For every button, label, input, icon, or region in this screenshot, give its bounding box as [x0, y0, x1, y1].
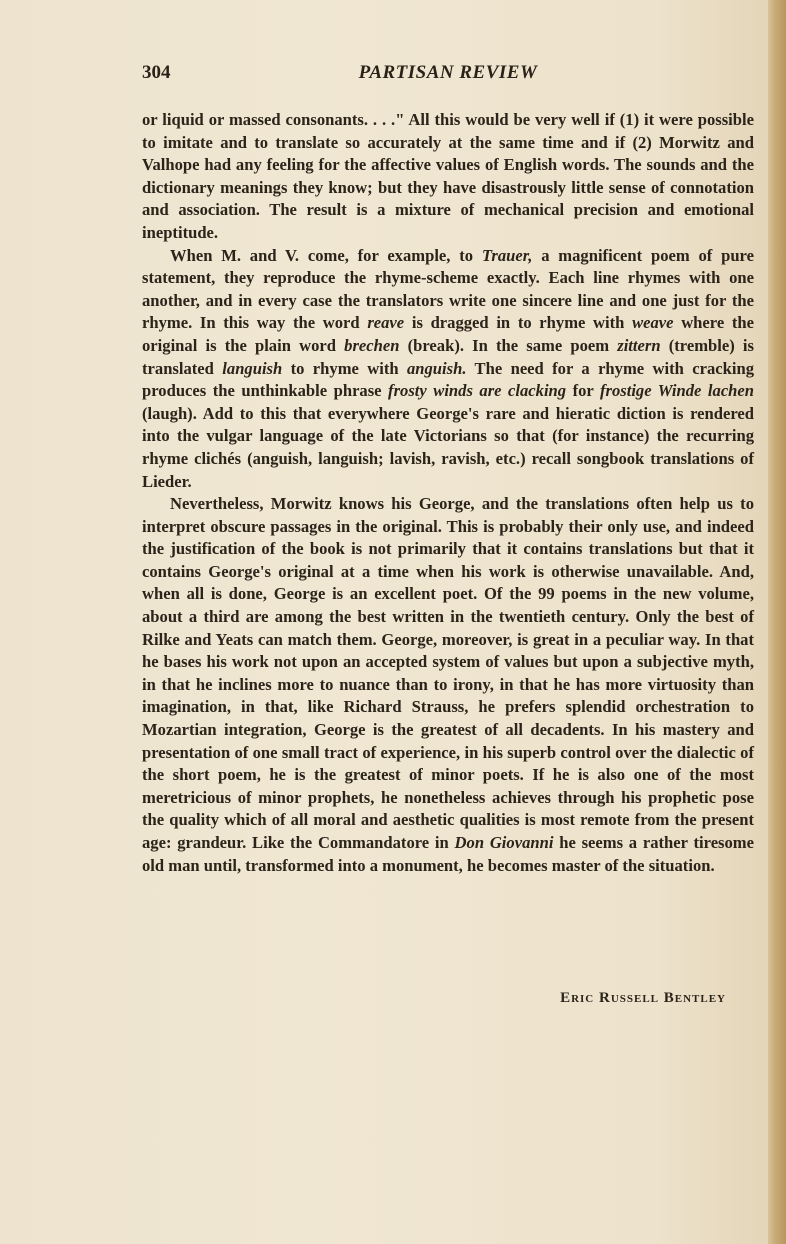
text-run: where the original is the plain word	[142, 313, 754, 355]
article-body	[142, 109, 754, 877]
page-number: 304	[142, 62, 171, 83]
italic-text: anguish.	[406, 358, 467, 378]
paragraph	[142, 493, 754, 877]
text-run: he seems a rather tiresome old man until, transformed into a monument, he becomes master of the situation.	[142, 833, 754, 875]
italic-text: frosty winds are clacking	[388, 381, 567, 401]
italic-text: zittern	[617, 335, 661, 355]
text-run: for	[566, 381, 600, 401]
text-run: a magnificent poem of pure statement, they reproduce the rhyme-scheme exactly. Each line rhymes with one another, and in every case the translators write one sincere line and one just for the rhyme. In this way the word	[142, 245, 754, 333]
page-header	[142, 62, 754, 92]
paragraph	[142, 109, 754, 245]
text-run: or liquid or massed consonants. . . ." All this would be very well if (1) it were possible to imitate and to translate so accurately at the same time and if (2) Morwitz and Valhope had any feeling for the affective values of English words. The sounds and the dictionary meanings they know; but they have disastrously little sense of connotation and association. The result is a mixture of mechanical precision and emotional ineptitude.	[142, 110, 754, 242]
text-run: (tremble) is translated	[142, 335, 754, 378]
author-signature: Eric Russell Bentley	[560, 990, 726, 1006]
italic-text: languish	[222, 358, 283, 378]
italic-text: weave	[632, 313, 674, 333]
text-run: (laugh). Add to this that everywhere George's rare and hieratic diction is rendered into the vulgar language of the late Victorians so that (for instance) the recurring rhyme clichés (anguish, languish; lavish, ravish, etc.) recall songbook translations of Lieder.	[142, 403, 754, 491]
text-run: When M. and V. come, for example, to	[170, 245, 482, 265]
page-edge	[768, 0, 786, 1244]
italic-text: frostige Winde lachen	[599, 381, 755, 401]
italic-text: Don Giovanni	[454, 833, 554, 852]
italic-text: brechen	[344, 335, 400, 355]
text-run: to rhyme with	[282, 358, 407, 378]
running-head: PARTISAN REVIEW	[358, 62, 538, 83]
italic-text: reave	[367, 313, 405, 333]
text-run: (break). In the same poem	[399, 335, 618, 355]
text-run: The need for a rhyme with cracking produces the unthinkable phrase	[142, 358, 754, 401]
italic-text: Trauer,	[481, 245, 533, 265]
paragraph	[142, 245, 754, 494]
text-run: is dragged in to rhyme with	[404, 313, 633, 333]
text-run: Nevertheless, Morwitz knows his George, and the translations often help us to interpret obscure passages in the original. This is probably their only use, and indeed the justification of the book is not primarily that it contains translations but that it contains George's original at a time when his work is otherwise unavailable. And, when all is done, George is an excellent poet. Of the 99 poems in the new volume, about a third are among the best written in the twentieth century. Only the best of Rilke and Yeats can match them. George, moreover, is great in a peculiar way. In that he bases his work not upon an accepted system of values but upon a subjective myth, in that he inclines more to nuance than to irony, in that he has more virtuosity than imagination, in that, like Richard Strauss, he prefers splendid orchestration to Mozartian integration, George is the greatest of all decadents. In his mastery and presentation of one small tract of experience, in his superb control over the dialectic of the short poem, he is the greatest of minor poets. If he is also one of the most meretricious of minor prophets, he nonetheless achieves through his prophetic pose the quality which of all moral and aesthetic qualities is most remote from the present age: grandeur. Like the Commandatore in	[142, 494, 754, 852]
